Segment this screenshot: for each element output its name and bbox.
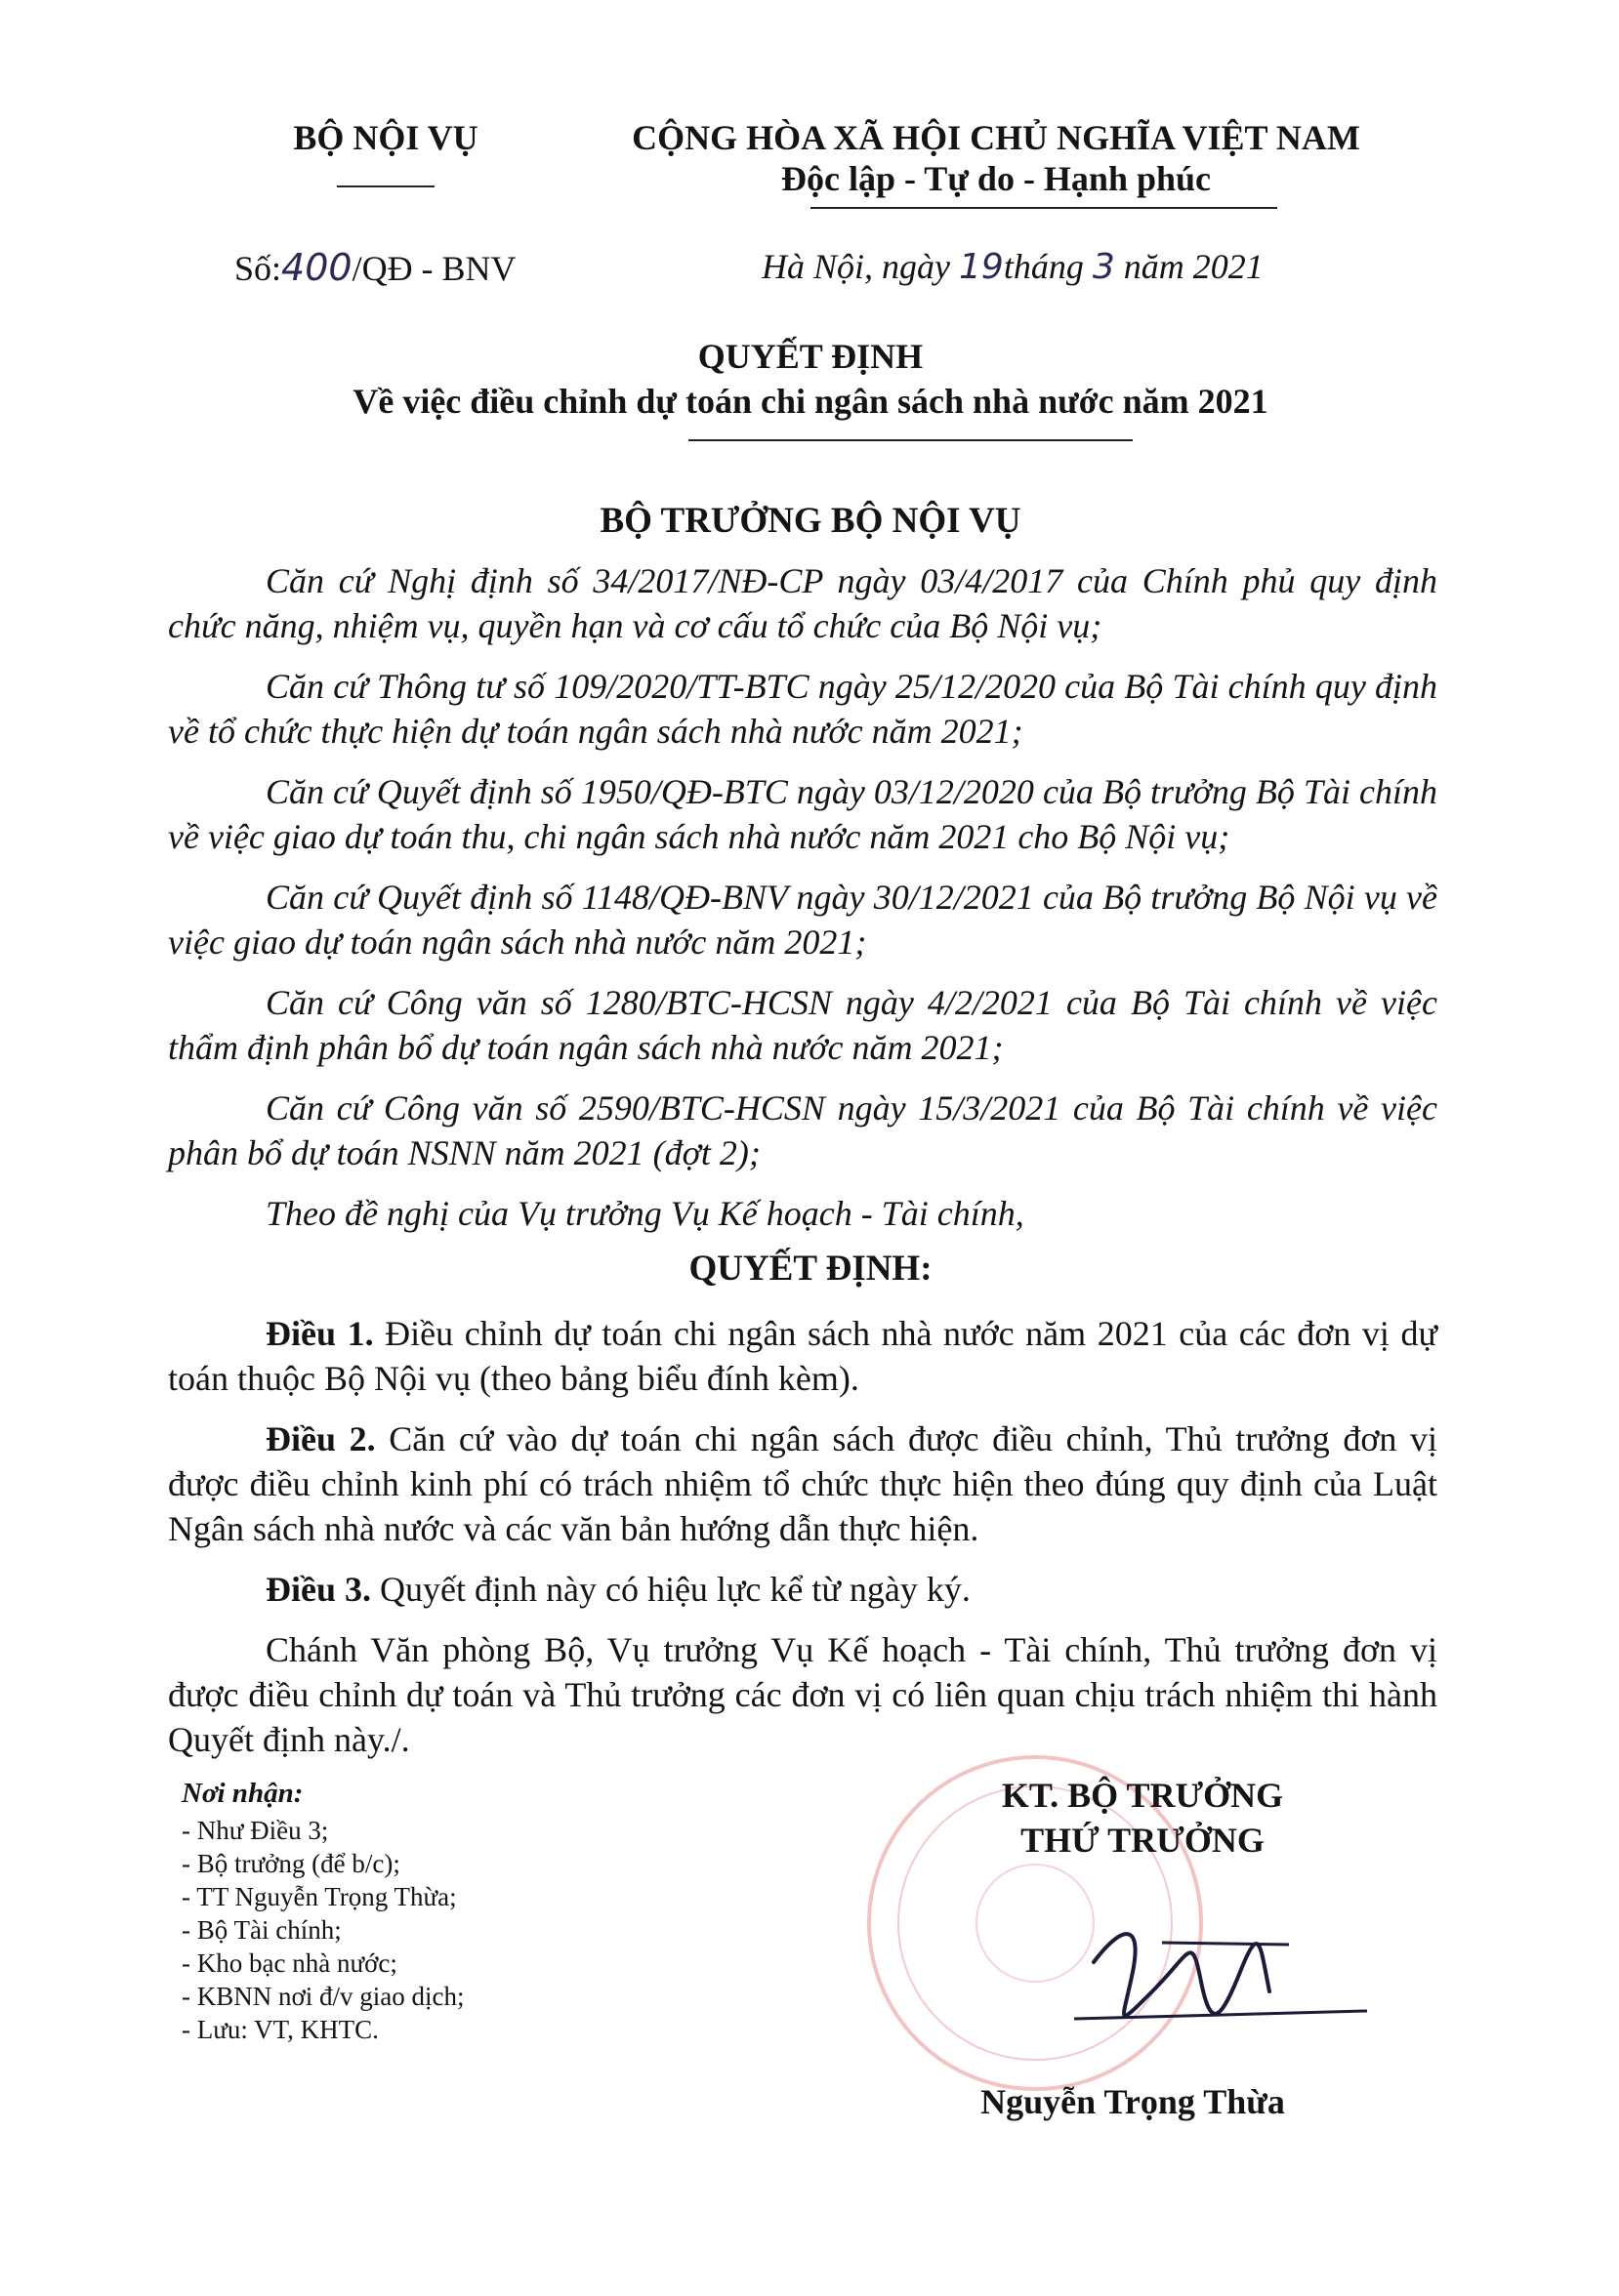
date-place: Hà Nội, ngày xyxy=(762,247,950,286)
basis-item: Căn cứ Nghị định số 34/2017/NĐ-CP ngày 03/4/2017 của Chính phủ quy định chức năng, nhiệm vụ, quyền hạn và cơ cấu tổ chức của Bộ Nội vụ; xyxy=(168,561,1437,645)
recipient-item: - KBNN nơi đ/v giao dịch; xyxy=(182,1982,465,2011)
signature-block xyxy=(898,1773,1387,1863)
date-year-label: năm xyxy=(1123,247,1184,286)
date-day: 19 xyxy=(959,247,1004,287)
basis-item: Theo đề nghị của Vụ trưởng Vụ Kế hoạch - Tài chính, xyxy=(266,1194,1024,1233)
basis-item: Căn cứ Công văn số 1280/BTC-HCSN ngày 4/2/2021 của Bộ Tài chính về việc thẩm định phân bổ dự toán ngân sách nhà nước năm 2021; xyxy=(168,983,1437,1067)
basis-item: Căn cứ Công văn số 2590/BTC-HCSN ngày 15/3/2021 của Bộ Tài chính về việc phân bổ dự toán NSNN năm 2021 (đợt 2); xyxy=(168,1088,1437,1172)
article-text: Căn cứ vào dự toán chi ngân sách được điều chỉnh, Thủ trưởng đơn vị được điều chỉnh kinh phí có trách nhiệm tổ chức thực hiện theo đúng quy định của Luật Ngân sách nhà nước và các văn bản hướng dẫn thực hiện. xyxy=(168,1419,1437,1548)
recipients-heading: Nơi nhận: xyxy=(182,1778,304,1809)
ministry-underline xyxy=(337,185,435,187)
legal-bases xyxy=(168,558,1437,1251)
basis-item: Căn cứ Quyết định số 1148/QĐ-BNV ngày 30/12/2021 của Bộ trưởng Bộ Nội vụ về việc giao dự toán ngân sách nhà nước năm 2021; xyxy=(168,878,1437,962)
articles xyxy=(168,1311,1437,1778)
authority-heading: BỘ TRƯỞNG BỘ NỘI VỤ xyxy=(600,501,1021,541)
title-underline xyxy=(688,439,1133,441)
recipient-item: - Kho bạc nhà nước; xyxy=(182,1948,397,1978)
recipient-item: - Như Điều 3; xyxy=(182,1816,329,1845)
document-number xyxy=(234,246,517,289)
handwritten-signature xyxy=(1055,1904,1387,2040)
recipient-item: - Bộ trưởng (để b/c); xyxy=(182,1849,400,1878)
article-2 xyxy=(168,1416,1437,1551)
closing-clause: Chánh Văn phòng Bộ, Vụ trưởng Vụ Kế hoạch - Tài chính, Thủ trưởng đơn vị được điều chỉnh dự toán và Thủ trưởng các đơn vị có liên quan chịu trách nhiệm thi hành Quyết định này./. xyxy=(168,1630,1437,1759)
article-label: Điều 2. xyxy=(266,1419,376,1458)
recipient-item: - Bộ Tài chính; xyxy=(182,1915,342,1945)
doc-number-handwritten: 400 xyxy=(281,246,353,289)
decision-heading: QUYẾT ĐỊNH: xyxy=(688,1249,933,1289)
issuing-ministry xyxy=(225,117,547,158)
country-name: CỘNG HÒA XÃ HỘI CHỦ NGHĨA VIỆT NAM xyxy=(632,118,1360,157)
motto-underline xyxy=(810,207,1277,209)
basis-item: Căn cứ Quyết định số 1950/QĐ-BTC ngày 03/12/2020 của Bộ trưởng Bộ Tài chính về việc giao dự toán thu, chi ngân sách nhà nước năm 2021 cho Bộ Nội vụ; xyxy=(168,772,1437,856)
national-heading xyxy=(625,117,1367,199)
signature-title-1: KT. BỘ TRƯỞNG xyxy=(1001,1776,1284,1815)
article-label: Điều 3. xyxy=(266,1570,371,1609)
article-label: Điều 1. xyxy=(266,1314,374,1353)
issue-date xyxy=(762,246,1264,287)
article-1 xyxy=(168,1311,1437,1401)
recipients-list xyxy=(182,1777,465,2046)
recipient-item: - TT Nguyễn Trọng Thừa; xyxy=(182,1882,457,1911)
article-text: Quyết định này có hiệu lực kể từ ngày ký. xyxy=(371,1570,971,1609)
national-motto: Độc lập - Tự do - Hạnh phúc xyxy=(780,159,1212,198)
signature-title-2: THỨ TRƯỞNG xyxy=(1020,1821,1265,1860)
recipient-item: - Lưu: VT, KHTC. xyxy=(182,2015,379,2044)
article-text: Điều chỉnh dự toán chi ngân sách nhà nước năm 2021 của các đơn vị dự toán thuộc Bộ Nội vụ (theo bảng biểu đính kèm). xyxy=(168,1314,1438,1398)
doc-number-prefix: Số: xyxy=(234,249,282,288)
signer-name: Nguyễn Trọng Thừa xyxy=(980,2082,1285,2121)
document-title xyxy=(293,334,1328,424)
date-month-label: tháng xyxy=(1003,247,1084,286)
article-3 xyxy=(168,1567,1437,1612)
title-subject: Về việc điều chỉnh dự toán chi ngân sách nhà nước năm 2021 xyxy=(353,382,1268,421)
date-month: 3 xyxy=(1092,247,1115,287)
title-heading: QUYẾT ĐỊNH xyxy=(697,337,924,376)
date-year: 2021 xyxy=(1192,247,1264,286)
doc-number-suffix: /QĐ - BNV xyxy=(352,249,517,288)
basis-item: Căn cứ Thông tư số 109/2020/TT-BTC ngày 25/12/2020 của Bộ Tài chính quy định về tổ chức thực hiện dự toán ngân sách nhà nước năm 2021; xyxy=(168,667,1437,751)
ministry-name: BỘ NỘI VỤ xyxy=(293,118,478,157)
